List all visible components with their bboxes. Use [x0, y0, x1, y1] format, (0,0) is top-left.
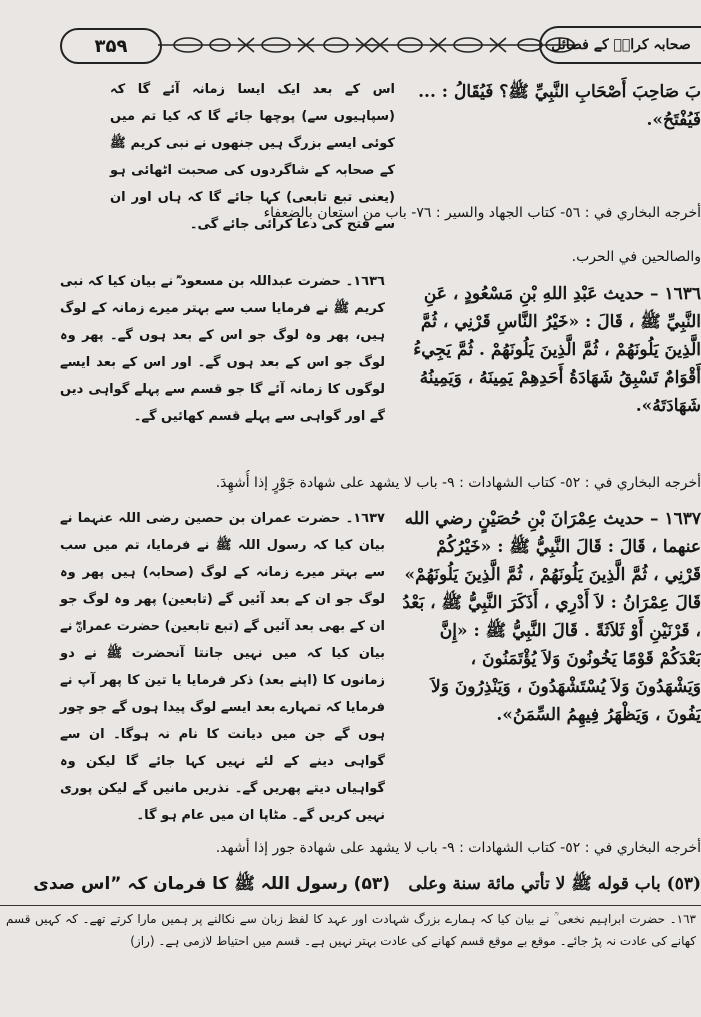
chapter-heading-arabic: (٥٣) باب قوله ﷺ لا تأتي مائة سنة وعلى: [408, 874, 701, 894]
reference-3: أخرجه البخاري في : ٥٢- كتاب الشهادات : ٩- باب لا يشهد على شهادة جور إذا أشهد.: [215, 840, 701, 856]
footnote-rule: [0, 905, 701, 906]
urdu-continuation: اس کے بعد ایک ایسا زمانہ آئے گا کہ (سپاہیوں سے) پوچھا جائے گا کہ کیا تم میں کوئی ایسے بزرگ ہیں جنھوں نے نبی کریم ﷺ کے صحابہ کے شاگردوں کی صحبت اٹھائی ہو (یعنی تبع تابعی) کہا جائے گا کہ ہاں اور ان سے فتح کی دعا کرائی جائے گی۔: [110, 82, 395, 232]
header-ornament: [158, 36, 578, 54]
footnote: ١٦٣۔ حضرت ابراہیم نخعی ؒ نے بیان کیا کہ ہمارے بزرگ شہادت اور عہد کا لفظ زبان سے نکالنے پر ہمیں مارا کرتے تھے۔ کہ کہیں قسم کھانے کی عادت نہ پڑ جائے۔ موقع بے موقع قسم کھانے کی عادت بہتر نہیں ہے۔ قسم میں احتیاط لازمی ہے۔ (راز): [6, 912, 696, 948]
arabic-continuation: بَ صَاحِبَ أَصْحَابِ النَّبِيِّ ﷺ؟ فَيُقَالُ : ... فَيُفْتَحُ».: [418, 82, 701, 130]
reference-2: أخرجه البخاري في : ٥٢- كتاب الشهادات : ٩- باب لا يشهد على شهادة جَوْرٍ إذا أُشهِدَ.: [215, 475, 701, 491]
page-number: ۳۵۹: [60, 28, 162, 64]
hadith-1637-arabic: ١٦٣٧ – حديث عِمْرَانَ بْنِ حُصَيْنٍ رضي الله عنهما ، قَالَ : قَالَ النَّبِيُّ ﷺ : «خَيْرُكُمْ قَرْنِي ، ثُمَّ الَّذِينَ يَلُونَهُمْ ، ثُمَّ الَّذِينَ يَلُونَهُمْ» قَالَ عِمْرَانُ : لاَ أَدْرِي ، أَذَكَرَ النَّبِيُّ ﷺ ، بَعْدُ ، قَرْنَيْنِ أَوْ ثَلاَثَةً . قَالَ النَّبِيُّ ﷺ : «إِنَّ بَعْدَكُمْ قَوْمًا يَخُونُونَ وَلاَ يُؤْتَمَنُونَ ، وَيَشْهَدُونَ وَلاَ يُسْتَشْهَدُونَ ، وَيَنْذِرُونَ وَلاَ يَفُونَ ، وَيَظْهَرُ فِيهِمُ السِّمَنُ».: [402, 509, 701, 725]
hadith-1637-urdu: ١٦٣٧۔ حضرت عمران بن حصین رضی اللہ عنہما نے بیان کیا کہ رسول اللہ ﷺ نے فرمایا، تم میں سب سے بہتر میرے زمانہ کے لوگ (صحابہ) ہیں پھر وہ لوگ جو ان کے بعد آئیں گے (تابعین) پھر وہ لوگ جو ان کے بھی بعد آئیں گے (تبع تابعین) حضرت عمرانؓ نے بیان کیا کہ میں نہیں جانتا آنحضرت ﷺ نے دو زمانوں کا (اپنے بعد) ذکر فرمایا یا تین کا پھر آپ نے فرمایا کہ تمہارے بعد ایسے لوگ پیدا ہوں گے جو چور ہوں گے جن میں دیانت کا نام نہ ہوگا۔ ان سے گواہی دینے کے لئے نہیں کہا جائے گا لیکن وہ گواہیاں دیتے پھریں گے۔ نذریں مانیں گے لیکن پوری نہیں کریں گے۔ مٹاپا ان میں عام ہو گا۔: [60, 511, 385, 823]
chapter-heading-urdu: (۵۳) رسول اللہ ﷺ کا فرمان کہ ”اس صدی: [33, 874, 390, 894]
hadith-1636-arabic: ١٦٣٦ – حديث عَبْدِ اللهِ بْنِ مَسْعُودٍ ، عَنِ النَّبِيِّ ﷺ ، قَالَ : «خَيْرُ النَّاسِ قَرْنِي ، ثُمَّ الَّذِينَ يَلُونَهُمْ ، ثُمَّ الَّذِينَ يَلُونَهُمْ . ثُمَّ يَجِيءُ أَقْوَامٌ تَسْبِقُ شَهَادَةُ أَحَدِهِمْ يَمِينَهُ ، وَيَمِينُهُ شَهَادَتَهُ».: [413, 284, 701, 416]
reference-1-line-2: والصالحين في الحرب.: [571, 249, 701, 265]
hadith-1636-urdu: ١٦٣٦۔ حضرت عبداللہ بن مسعود ؓ نے بیان کیا کہ نبی کریم ﷺ نے فرمایا سب سے بہتر میرے زمانہ کے لوگ ہیں، پھر وہ لوگ جو اس کے بعد ہوں گے۔ پھر وہ لوگ جو اس کے بعد ہوں گے۔ اور اس کے بعد ایسے لوگوں کا زمانہ آئے گا جو قسم سے پہلے گواہی دیں گے اور گواہی سے پہلے قسم کھائیں گے۔: [60, 274, 385, 424]
page-header: [60, 24, 701, 66]
running-head: صحابہ کرامؓ کے فضائل: [539, 26, 701, 64]
reference-1-line-1: أخرجه البخاري في : ٥٦- كتاب الجهاد والسير : ٧٦- باب من استعان بالضعفاء: [263, 205, 701, 221]
